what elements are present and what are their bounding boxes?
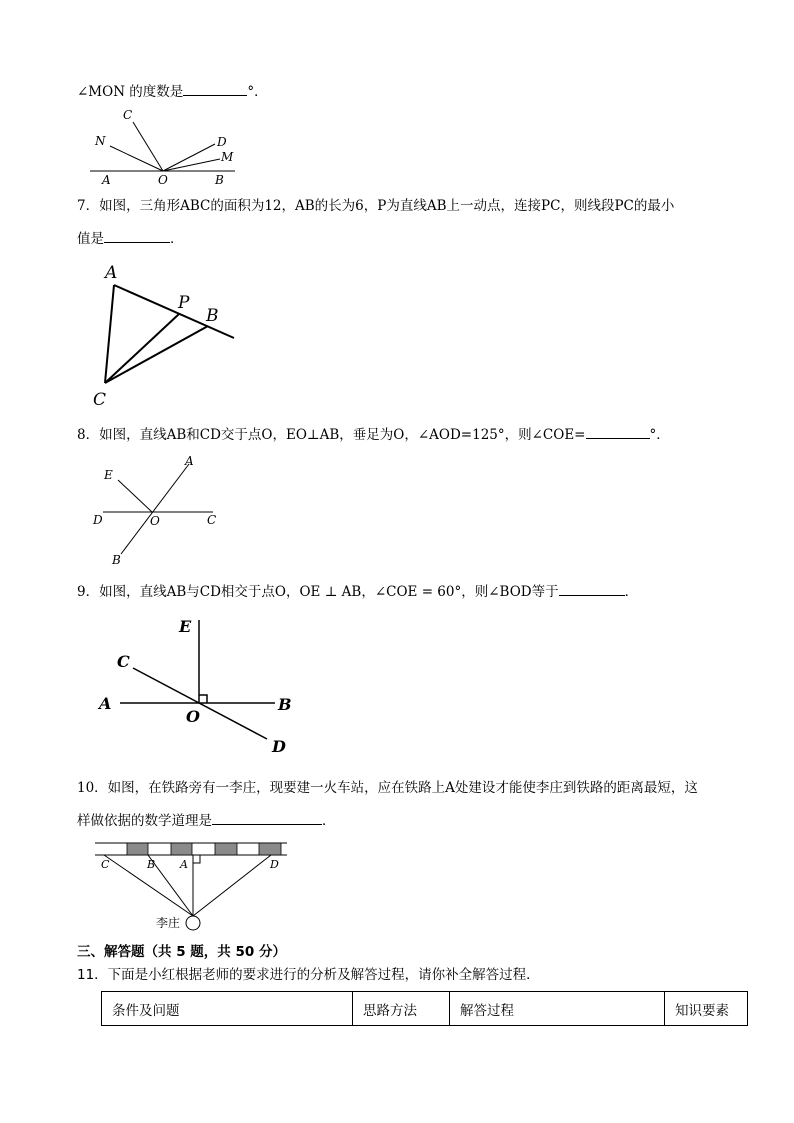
fig8-label-e: E [104, 468, 113, 482]
q9-answer-blank[interactable] [559, 581, 625, 596]
fig6-label-d: D [217, 135, 227, 149]
fig7-label-c: C [93, 390, 107, 410]
figure-q9 [95, 612, 305, 762]
table-header-row [102, 992, 748, 1026]
q6-suffix: °． [247, 84, 268, 100]
fig9-label-e: E [179, 617, 192, 636]
fig10-label-d: D [270, 858, 279, 871]
fig8-label-o: O [150, 514, 160, 528]
q10-line1: 10．如图，在铁路旁有一李庄，现要建一火车站，应在铁路上A处建设才能使李庄到铁路的距离最短，这 [77, 780, 698, 796]
fig9-label-d: D [272, 737, 286, 756]
table-header-cell: 知识要素 [665, 992, 748, 1026]
q9-line [77, 581, 638, 602]
fig6-label-a: A [102, 173, 111, 187]
fig9-label-b: B [278, 695, 292, 714]
q10-line2 [77, 810, 336, 831]
fig8-label-d: D [93, 513, 103, 527]
q6-line [77, 81, 268, 102]
q8-line [77, 424, 670, 445]
fig7-label-a: A [105, 263, 118, 283]
figure-q8 [88, 452, 228, 570]
q10-suffix: ． [322, 813, 336, 829]
q8-answer-blank[interactable] [586, 424, 650, 439]
q6-answer-blank[interactable] [183, 81, 247, 96]
fig10-label-a: A [180, 858, 188, 871]
q7-suffix: ． [170, 231, 184, 247]
fig9-label-c: C [117, 652, 130, 671]
table-header-cell: 解答过程 [450, 992, 665, 1026]
fig6-label-b: B [215, 173, 224, 187]
fig6-label-o: O [158, 173, 168, 187]
fig10-label-c: C [101, 858, 110, 871]
q8-text: 8．如图，直线AB和CD交于点O，EO⊥AB，垂足为O，∠AOD=125°，则∠COE= [77, 427, 586, 443]
table-header-cell: 条件及问题 [102, 992, 353, 1026]
q7-line1: 7．如图，三角形ABC的面积为12，AB的长为6，P为直线AB上一动点，连接PC，则线段PC的最小 [77, 198, 675, 214]
fig6-label-n: N [95, 134, 106, 148]
fig6-label-m: M [221, 150, 234, 164]
fig9-label-a: A [99, 694, 112, 713]
q11-text: 11．下面是小红根据老师的要求进行的分析及解答过程，请你补全解答过程． [77, 967, 540, 983]
fig6-label-c: C [123, 108, 133, 122]
q10-answer-blank[interactable] [212, 810, 322, 825]
answer-table [101, 991, 748, 1026]
section-heading: 三、解答题（共 5 题，共 50 分） [77, 944, 286, 960]
q9-text: 9．如图，直线AB与CD相交于点O，OE ⊥ AB，∠COE = 60°，则∠BOD等于 [77, 584, 559, 600]
q7-answer-blank[interactable] [104, 228, 170, 243]
q9-suffix: ． [624, 584, 639, 600]
q10-text2: 样做依据的数学道理是 [77, 813, 212, 829]
table-header-cell: 思路方法 [353, 992, 450, 1026]
q6-text: ∠MON 的度数是 [77, 84, 184, 100]
fig9-label-o: O [186, 707, 200, 726]
fig8-label-a: A [185, 454, 194, 468]
figure-q6 [85, 104, 245, 189]
figure-q7 [90, 258, 250, 410]
figure-q10 [90, 838, 295, 933]
q7-line2 [77, 228, 184, 249]
q8-suffix: °． [649, 427, 670, 443]
fig10-village-label: 李庄 [156, 916, 181, 930]
q7-text2: 值是 [77, 231, 104, 247]
fig7-label-b: B [206, 306, 219, 326]
fig10-label-b: B [147, 858, 156, 871]
fig8-label-b: B [112, 553, 121, 567]
fig8-label-c: C [207, 513, 217, 527]
fig7-label-p: P [178, 293, 190, 313]
